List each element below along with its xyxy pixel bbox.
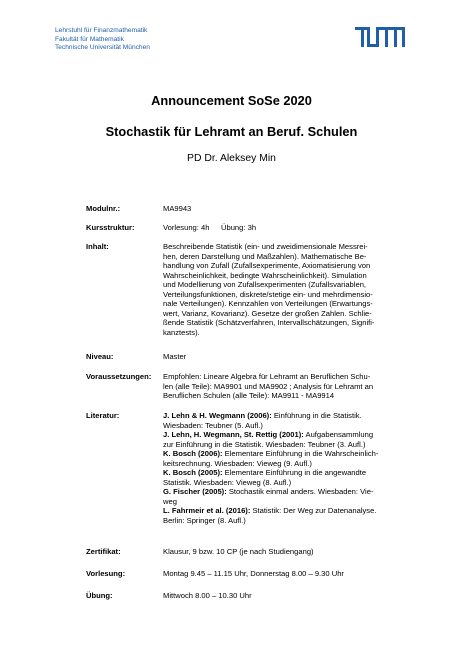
kursstruktur-vorlesung: Vorlesung: 4h <box>163 223 210 232</box>
literature-publisher: Berlin: Springer (8. Aufl.) <box>163 515 246 525</box>
literature-entry <box>163 430 406 449</box>
niveau-value: Master <box>163 352 187 361</box>
literature-publisher: Wiesbaden: Teubner (5. Aufl.) <box>163 420 263 430</box>
inhalt-line: hen, deren Darstellung und Maßzahlen). Mathematische Be- <box>163 251 367 261</box>
literature-publisher: Statistik. Wiesbaden: Vieweg (8. Aufl.) <box>163 477 292 487</box>
course-title: Stochastik für Lehramt an Beruf. Schulen <box>105 124 358 139</box>
literature-publisher: weg <box>163 496 177 506</box>
lecturer-name: PD Dr. Aleksey Min <box>187 153 276 164</box>
inhalt-line: wert, Varianz, Kovarianz). Gesetze der großen Zahlen. Schlie- <box>163 308 372 318</box>
literature-entry <box>163 411 406 430</box>
inhalt-line: nale Verteilungen). Kennzahlen von Verteilungen (Erwartungs- <box>163 299 373 308</box>
zertifikat-value: Klausur, 9 bzw. 10 CP (je nach Studiengang) <box>163 547 314 556</box>
literature-entry <box>163 506 406 525</box>
inhalt-line: Wahrscheinlichkeit, bedingte Wahrscheinlichkeit). Simulation <box>163 270 367 280</box>
inhalt-line: Verteilungsfunktionen, diskrete/stetige ein- und mehrdimensio- <box>163 289 373 299</box>
inhalt-line: ßende Statistik (Schätzverfahren, Intervallschätzungen, Signifi- <box>163 318 375 327</box>
literature-author: K. Bosch (2006): <box>163 449 223 458</box>
literature-title: Elementare Einführung in die angewandte <box>224 468 367 477</box>
vorlesung-value: Montag 9.45 – 11.15 Uhr, Donnerstag 8.00 – 9.30 Uhr <box>163 569 344 578</box>
announcement-heading: Announcement SoSe 2020 <box>151 93 312 108</box>
zertifikat-label: Zertifikat: <box>86 547 121 556</box>
literature-title: Statistik: Der Weg zur Datenanalyse. <box>252 506 377 515</box>
literature-author: K. Bosch (2005): <box>163 468 223 477</box>
literature-publisher: keitsrechnung. Wiesbaden: Vieweg (9. Aufl.) <box>163 458 312 468</box>
faculty-name: Fakultät für Mathematik <box>55 35 124 43</box>
voraussetzungen-label: Voraussetzungen: <box>86 372 152 381</box>
voraussetzungen-line: len (alle Teile): MA9901 und MA9902 ; Analysis für Lehramt an <box>163 381 374 391</box>
inhalt-line: Beschreibende Statistik (ein- und zweidimensionale Messrei- <box>163 242 368 251</box>
inhalt-text <box>163 242 406 337</box>
literature-author: J. Lehn & H. Wegmann (2006): <box>163 411 272 420</box>
voraussetzungen-line: Empfohlen: Lineare Algebra für Lehramt an Beruflichen Schu- <box>163 372 371 381</box>
literature-entry <box>163 449 406 468</box>
chair-name: Lehrstuhl für Finanzmathematik <box>55 27 148 34</box>
uebung-value: Mittwoch 8.00 – 10.30 Uhr <box>163 591 252 600</box>
inhalt-line: handlung von Zufall (Zufallsexperimente, Axiomatisierung von <box>163 261 371 270</box>
literature-author: J. Lehn, H. Wegmann, St. Rettig (2001): <box>163 430 304 439</box>
inhalt-label: Inhalt: <box>86 242 109 251</box>
voraussetzungen-line: Beruflichen Schulen (alle Teile): MA9911 - MA9914 <box>163 391 335 400</box>
uebung-label: Übung: <box>86 591 113 600</box>
inhalt-line: kanztests). <box>163 327 200 337</box>
vorlesung-label: Vorlesung: <box>86 569 126 578</box>
literature-title: Einführung in die Statistik. <box>273 411 362 420</box>
literature-title: Stochastik einmal anders. Wiesbaden: Vie- <box>228 487 374 496</box>
niveau-label: Niveau: <box>86 352 114 361</box>
kursstruktur-label: Kursstruktur: <box>86 223 135 232</box>
literatur-list <box>163 411 406 525</box>
institution-block <box>55 27 150 53</box>
literatur-label: Literatur: <box>86 411 120 420</box>
inhalt-line: und Modellierung von Zufallsexperimenten (Zufallsvariablen, <box>163 280 367 289</box>
literature-author: G. Fischer (2005): <box>163 487 227 496</box>
modulnr-label: Modulnr.: <box>86 204 121 213</box>
tum-logo-icon <box>355 27 405 47</box>
literature-title: Elementare Einführung in die Wahrscheinlich- <box>224 449 379 458</box>
literature-author: L. Fahrmeir et al. (2016): <box>163 506 251 515</box>
voraussetzungen-text <box>163 372 406 401</box>
literature-entry <box>163 468 406 487</box>
kursstruktur-uebung: Übung: 3h <box>221 223 257 232</box>
literature-title: Aufgabensammlung <box>305 430 374 439</box>
literature-publisher: zur Einführung in die Statistik. Wiesbaden: Teubner (3. Aufl.) <box>163 439 366 449</box>
modulnr-value: MA9943 <box>163 204 192 213</box>
university-name: Technische Universität München <box>55 44 150 52</box>
literature-entry <box>163 487 406 506</box>
